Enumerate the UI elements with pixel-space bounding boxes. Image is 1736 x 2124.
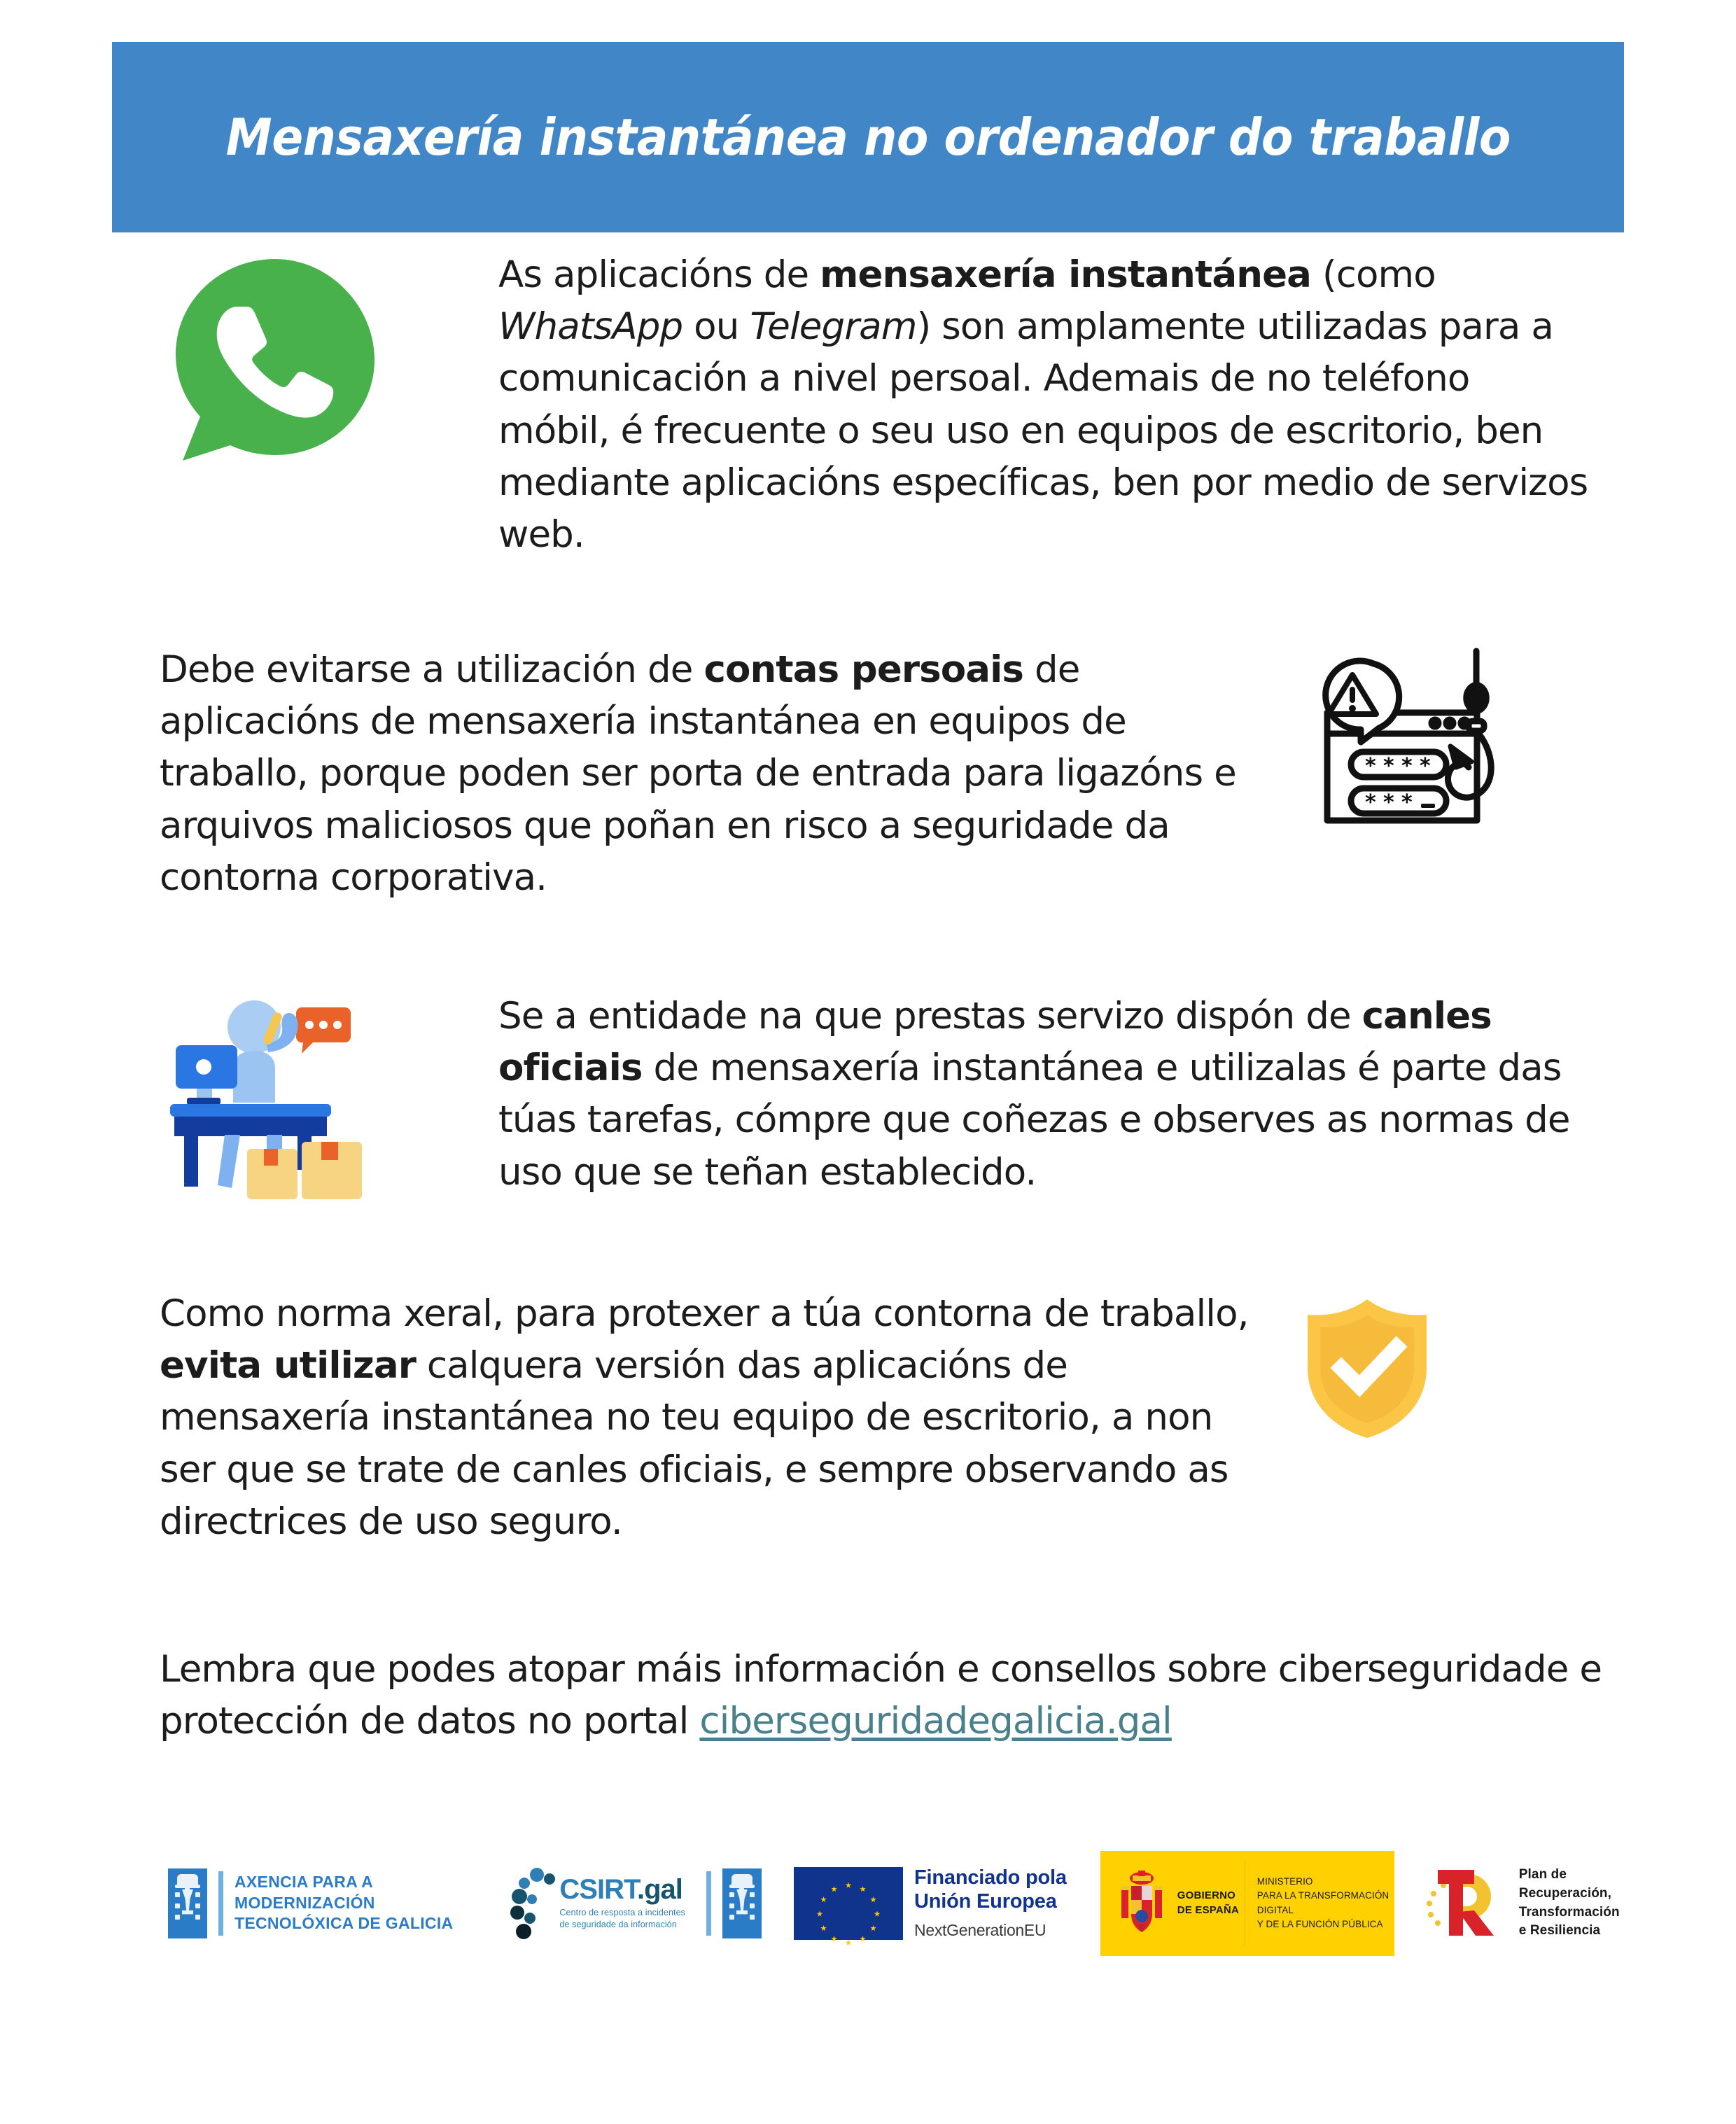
- svg-text:*: *: [1401, 754, 1413, 778]
- svg-text:*: *: [1401, 790, 1413, 815]
- intro-italic-whatsapp: WhatsApp: [498, 305, 683, 349]
- csirt-divider: [706, 1871, 711, 1936]
- phishing-password-icon: [1301, 644, 1511, 834]
- eu-line-2: Unión Europea: [914, 1889, 1057, 1913]
- intro-text-1: As aplicacións de: [498, 253, 820, 296]
- contas-paragraph: [160, 644, 1259, 904]
- contas-text-1: Debe evitarse a utilización de: [160, 648, 704, 691]
- csirt-logo: [509, 1845, 762, 1961]
- canles-text-1: Se a entidade na que prestas servizo dispón de: [498, 995, 1362, 1037]
- prtr-label: [1519, 1866, 1620, 1941]
- norma-paragraph: [160, 1288, 1252, 1548]
- canles-text-container: [498, 977, 1590, 1199]
- intro-text-4: ) son amplamente utilizadas para a comunicación a nivel persoal. Ademais de no teléfono móbil, é frecuente o seu uso en equipos de escritorio, ben mediante aplicacións específicas, ben por medio de servizos web.: [498, 305, 1588, 556]
- ministerio-line-2: PARA LA TRANSFORMACIÓN DIGITAL: [1256, 1890, 1390, 1915]
- ministerio-line-3: Y DE LA FUNCIÓN PÚBLICA: [1256, 1918, 1383, 1929]
- prtr-logo: [1425, 1845, 1620, 1961]
- contas-text-2: de aplicacións de mensaxería instantánea en equipos de traballo, porque poden ser porta de entrada para ligazóns e arquivos maliciosos que poñan en risco a seguridade da contorna corporativa.: [160, 648, 1236, 899]
- section-canles-oficiais: [158, 977, 1606, 1218]
- page-header-band: [112, 42, 1624, 232]
- xunta-emblem-icon: [168, 1868, 207, 1938]
- csirt-text-block: [559, 1875, 685, 1931]
- section-contas-persoais: [160, 644, 1609, 904]
- eu-line-1: Financiado pola: [914, 1866, 1067, 1889]
- phishing-icon-container: [1259, 644, 1602, 838]
- csirt-dots-icon: [509, 1866, 559, 1941]
- gob-label: [1177, 1889, 1239, 1917]
- norma-text-1: Como norma xeral, para protexer a túa contorna de traballo,: [160, 1292, 1249, 1335]
- shield-icon-container: [1252, 1288, 1602, 1446]
- amtega-logo: [168, 1845, 453, 1961]
- contas-bold-1: contas persoais: [704, 648, 1024, 691]
- xunta-emblem-icon-2: [722, 1868, 762, 1938]
- contas-text-container: [160, 644, 1259, 904]
- ministerio-line-1: MINISTERIO: [1256, 1876, 1313, 1887]
- gobierno-espana-logo: [1100, 1851, 1394, 1956]
- norma-bold-1: evita utilizar: [160, 1344, 416, 1388]
- intro-text-2: (como: [1311, 253, 1436, 296]
- norma-text-container: [160, 1288, 1252, 1548]
- closing-text-1: Lembra que podes atopar máis información e consellos sobre ciberseguridade e protección de datos no portal: [160, 1648, 1602, 1743]
- svg-text:*: *: [1365, 754, 1376, 778]
- intro-bold-1: mensaxería instantánea: [820, 253, 1312, 296]
- person-at-desk-illustration: [158, 984, 396, 1215]
- gob-divider: [1245, 1861, 1246, 1946]
- whatsapp-icon: [158, 255, 396, 465]
- whatsapp-icon-container: [158, 249, 498, 468]
- ciberseguridadegalicia-link[interactable]: ciberseguridadegalicia.gal: [699, 1700, 1172, 1743]
- prtr-line-1: Plan de: [1518, 1866, 1567, 1882]
- eu-flag-icon: [794, 1867, 903, 1940]
- page-title: Mensaxería instantánea no ordenador do traballo: [225, 108, 1511, 167]
- section-norma-xeral: [160, 1288, 1609, 1548]
- prtr-line-4: e Resiliencia: [1518, 1923, 1601, 1938]
- intro-text-container: [498, 249, 1590, 561]
- svg-text:*: *: [1420, 754, 1431, 778]
- svg-text:*: *: [1365, 790, 1376, 815]
- intro-text-3: ou: [682, 305, 750, 349]
- footer-logo-bar: [168, 1845, 1624, 1961]
- csirt-name-main: CSIRT: [559, 1874, 637, 1906]
- amtega-label: [234, 1872, 453, 1934]
- prtr-line-2: Recuperación,: [1518, 1885, 1612, 1901]
- european-union-logo: [794, 1845, 1067, 1961]
- shield-check-icon: [1301, 1295, 1434, 1442]
- csirt-sub-1: Centro de resposta a incidentes: [559, 1908, 686, 1918]
- canles-text-2: de mensaxería instantánea e utilizalas é parte das túas tarefas, cómpre que coñezas e observes as normas de uso que se teñan establecido.: [498, 1047, 1570, 1194]
- prtr-line-3: Transformación: [1518, 1904, 1620, 1920]
- amtega-line-3: TECNOLÓXICA DE GALICIA: [234, 1914, 454, 1933]
- spain-coat-of-arms-icon: [1116, 1869, 1168, 1938]
- svg-text:*: *: [1383, 790, 1394, 815]
- closing-paragraph: [160, 1644, 1630, 1747]
- desk-illustration-container: [158, 977, 498, 1218]
- svg-text:*: *: [1383, 754, 1394, 778]
- section-closing: [160, 1644, 1630, 1747]
- section-intro: [158, 249, 1606, 561]
- csirt-name-suffix: .gal: [637, 1874, 682, 1906]
- prtr-mark-icon: [1425, 1863, 1508, 1944]
- gob-line-2: DE ESPAÑA: [1177, 1903, 1239, 1916]
- eu-text-block: [914, 1866, 1067, 1939]
- ministerio-label: [1257, 1875, 1394, 1931]
- canles-bold-1: canles oficiais: [498, 995, 1492, 1090]
- eu-title: [914, 1866, 1067, 1913]
- amtega-line-1: AXENCIA PARA A: [234, 1873, 374, 1892]
- norma-text-2: calquera versión das aplicacións de mensaxería instantánea no teu equipo de escritorio, a non ser que se trate de canles oficiais, e sempre observando as directrices de uso seguro.: [160, 1344, 1228, 1543]
- intro-paragraph: [498, 249, 1590, 561]
- intro-italic-telegram: Telegram: [750, 305, 917, 349]
- amtega-line-2: MODERNIZACIÓN: [234, 1893, 375, 1912]
- csirt-subtitle: [559, 1907, 685, 1931]
- eu-subtitle: NextGenerationEU: [914, 1920, 1046, 1939]
- csirt-name: [559, 1874, 685, 1906]
- gob-line-1: GOBIERNO: [1177, 1889, 1236, 1902]
- amtega-divider: [218, 1871, 223, 1936]
- csirt-sub-2: de seguridade da información: [559, 1920, 677, 1929]
- canles-paragraph: [498, 991, 1590, 1199]
